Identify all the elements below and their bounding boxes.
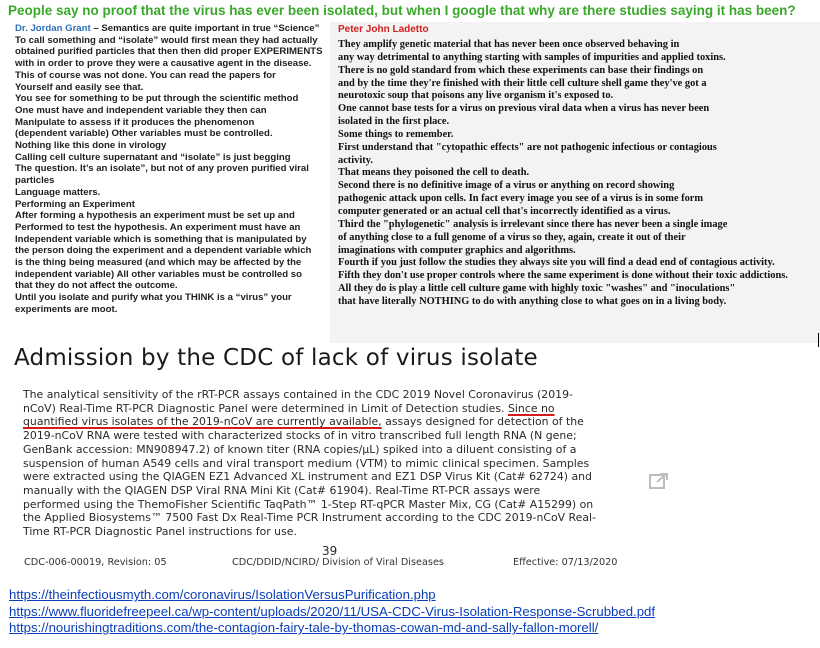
right-quote-line: pathogenic attack upon cells. In fact every image you see of a virus is in some form [338, 193, 704, 205]
left-quote-intro: – Semantics are quite important in true “Science” [90, 23, 320, 34]
cdc-highlight: quantified virus isolates of the 2019-nCoV are currently available, [23, 415, 382, 429]
left-quote-line: Language matters. [15, 186, 101, 198]
left-quote-line: experiments are moot. [15, 303, 118, 315]
left-quote-line: Until you isolate and purify what you THINK is a “virus” your [15, 292, 292, 304]
right-quote-line: neurotoxic soup that poisons any live organism it's exposed to. [338, 90, 614, 102]
cdc-line: Time RT-PCR Diagnostic Panel instructions for use. [23, 525, 297, 539]
right-quote-line: All they do is play a little cell culture game with highly toxic "washes" and "inoculations" [338, 283, 736, 295]
right-quote-line: imaginations with computer graphics and algorithms. [338, 244, 576, 256]
left-quote-author: Dr. Jordan Grant [15, 23, 91, 34]
right-quote-line: Second there is no definitive image of a virus or anything on record showing [338, 180, 675, 192]
cdc-excerpt [23, 388, 643, 539]
right-quote-line: of anything close to a full genome of a virus so they, again, create it out of their [338, 231, 686, 243]
left-quote [15, 23, 333, 316]
left-quote-line: This of course was not done. You can read the papers for [15, 69, 276, 81]
right-quote-line: That means they poisoned the cell to death. [338, 167, 530, 179]
left-quote-line: is the thing being measured (and which may be affected by the [15, 257, 302, 269]
right-quote-line: Third the "phylogenetic" analysis is irrelevant since there has never been a single image [338, 218, 728, 230]
right-quote-line: and by the time they're finished with their little cell culture shell game they've got a [338, 77, 707, 89]
right-quote-author: Peter John Ladetto [338, 24, 429, 35]
left-quote-line: Nothing like this done in virology [15, 140, 167, 152]
share-external-icon[interactable] [649, 472, 669, 490]
right-quote-body [338, 39, 820, 309]
right-quote-line: There is no gold standard from which these experiments can base their findings on [338, 64, 704, 76]
right-quote-line: any way detrimental to anything starting with samples of impurities and applied toxins. [338, 51, 726, 63]
cdc-line-text: assays designed for detection of the [381, 415, 584, 429]
cdc-highlight: Since no [507, 401, 555, 415]
left-quote-line: independent variable) All other variables must be controlled so [15, 268, 302, 280]
left-quote-line: The question. It’s an isolate”, but not of any proven purified viral [15, 163, 309, 175]
right-quote-line: Fifth they don't use proper controls where the same experiment is done without their toxic addictions. [338, 270, 788, 282]
left-quote-line: Calling cell culture supernatant and “isolate” is just begging [15, 151, 291, 163]
right-quote-line: isolated in the first place. [338, 116, 450, 128]
source-link[interactable]: https://nourishingtraditions.com/the-contagion-fairy-tale-by-thomas-cowan-md-and-sally-fallon-morell/ [9, 620, 599, 636]
left-quote-line: After forming a hypothesis an experiment must be set up and [15, 210, 295, 222]
left-quote-line: particles [15, 175, 55, 187]
cdc-line: were extracted using the QIAGEN EZ1 Advanced XL instrument and EZ1 DSP Virus Kit (Cat# 62724) and [23, 470, 592, 484]
right-quote-line: that have literally NOTHING to do with anything close to what goes on in a living body. [338, 295, 727, 307]
headline: People say no proof that the virus has ever been isolated, but when I google that why are there studies saying it has been? [8, 3, 796, 18]
source-link[interactable]: https://theinfectiousmyth.com/coronavirus/IsolationVersusPurification.php [9, 587, 436, 602]
left-quote-line: (dependent variable) Other variables must be controlled. [15, 128, 273, 140]
footer-division: CDC/DDID/NCIRD/ Division of Viral Diseases [232, 557, 444, 568]
cdc-line: suspension of human A549 cells and viral transport medium (VTM) to mimic clinical specimen. Samples [23, 456, 590, 470]
left-quote-line: obtained purified particles that then then did proper EXPERIMENTS [15, 46, 323, 58]
left-quote-first-line [15, 23, 333, 35]
cdc-line: 2019-nCoV RNA were tested with characterized stocks of in vitro transcribed full length RNA (N gene; [23, 429, 577, 443]
left-quote-line: Manipulate to assess if it produces the phenomenon [15, 116, 255, 128]
source-link[interactable]: https://www.fluoridefreepeel.ca/wp-content/uploads/2020/11/USA-CDC-Virus-Isolation-Response-Scrubbed.pdf [9, 603, 656, 619]
cdc-line: performed using the ThemoFisher Scientific TaqPath™ 1-Step RT-qPCR Master Mix, CG (Cat# A15299) on [23, 497, 594, 511]
cdc-line: The analytical sensitivity of the rRT-PCR assays contained in the CDC 2019 Novel Coronavirus (2019- [23, 388, 573, 401]
right-quote-line: computer generated or an actual cell that's incorrectly identified as a virus. [338, 205, 671, 217]
left-quote-line: with in order to prove they were a causative agent in the disease. [15, 58, 312, 70]
cdc-line: manually with the QIAGEN DSP Viral RNA Mini Kit (Cat# 61904). Real-Time RT-PCR assays were [23, 483, 541, 497]
cdc-line: GenBank accession: MN908947.2) of known titer (RNA copies/µL) spiked into a diluent consisting of a [23, 442, 577, 456]
right-quote-line: One cannot base tests for a virus on previous viral data when a virus has never been [338, 103, 710, 115]
footer-doc-id: CDC-006-00019, Revision: 05 [24, 557, 167, 568]
right-quote [330, 22, 820, 343]
left-quote-line: One must have and independent variable they then can [15, 104, 267, 116]
left-quote-line: that they do not affect the outcome. [15, 280, 178, 292]
left-quote-line: Yourself and easily see that. [15, 81, 144, 93]
right-quote-line: Fourth if you just follow the studies they always site you will find a dead end of contagious activity. [338, 257, 775, 269]
cdc-line [23, 402, 643, 416]
cdc-line [23, 415, 643, 429]
left-quote-line: To call something and “isolate” would first mean they had actually [15, 34, 318, 46]
cdc-title: Admission by the CDC of lack of virus isolate [14, 345, 538, 371]
right-quote-line: activity. [338, 154, 373, 166]
page-number: 39 [322, 544, 338, 558]
cdc-line: the Applied Biosystems™ 7500 Fast Dx Real-Time PCR Instrument according to the CDC 2019-nCoV Real- [23, 511, 596, 525]
right-quote-line: First understand that "cytopathic effects" are not pathogenic infectious or contagious [338, 141, 717, 153]
left-quote-line: Independent variable which is something that is manipulated by [15, 233, 307, 245]
left-quote-line: Performing an Experiment [15, 198, 135, 210]
cdc-line-text: nCoV) Real-Time RT-PCR Diagnostic Panel were determined in Limit of Detection studies. [23, 401, 508, 415]
left-quote-line: Performed to test the hypothesis. An experiment must have an [15, 221, 301, 233]
left-quote-line: the person doing the experiment and a dependent variable which [15, 245, 312, 257]
left-quote-line: You see for something to be put through the scientific method [15, 93, 299, 105]
footer-effective-date: Effective: 07/13/2020 [513, 557, 618, 568]
right-quote-line: Some things to remember. [338, 128, 454, 140]
source-links [9, 587, 819, 637]
right-quote-line: They amplify genetic material that has never been once observed behaving in [338, 39, 680, 50]
text-cursor [818, 333, 819, 347]
